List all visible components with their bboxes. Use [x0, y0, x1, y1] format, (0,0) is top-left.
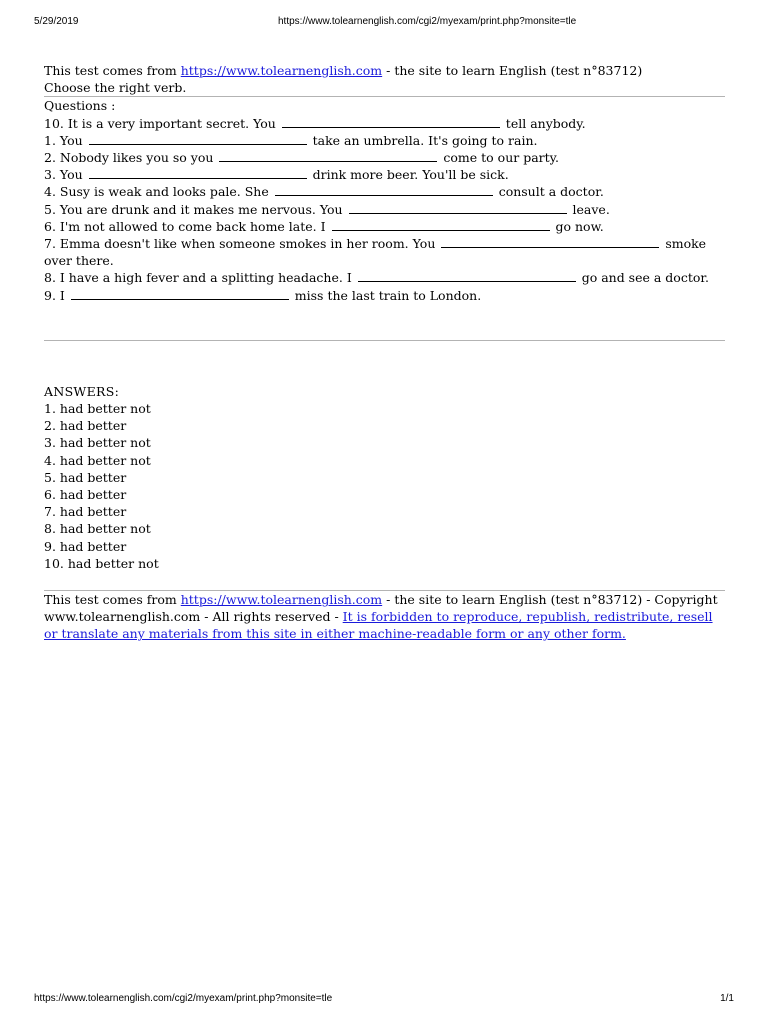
answer-blank	[282, 115, 500, 128]
print-footer	[0, 993, 768, 1007]
question-text-before: 3. You	[44, 167, 87, 183]
question-text-after: take an umbrella. It's going to rain.	[308, 132, 538, 148]
answer-blank	[275, 183, 493, 196]
answer-blank	[349, 201, 567, 214]
intro-prefix: This test comes from	[44, 63, 181, 78]
answer-blank	[219, 149, 437, 162]
question-item	[44, 218, 725, 235]
question-item	[44, 269, 725, 286]
answers-title: ANSWERS:	[44, 383, 120, 399]
intro-line	[44, 62, 725, 79]
question-item	[44, 166, 725, 183]
question-text-after: go and see a doctor.	[577, 270, 709, 286]
answer-item: 5. had better	[44, 469, 127, 485]
answer-item: 1. had better not	[44, 401, 151, 417]
question-text-after: miss the last train to London.	[290, 287, 482, 303]
copyright-note	[44, 591, 725, 643]
divider	[44, 340, 725, 341]
question-text-before: 1. You	[44, 132, 87, 148]
instruction: Choose the right verb.	[44, 80, 187, 96]
question-item	[44, 149, 725, 166]
answer-item: 7. had better	[44, 504, 127, 520]
print-header	[0, 16, 768, 30]
questions-title: Questions :	[44, 98, 116, 114]
answer-item: 2. had better	[44, 418, 127, 434]
spacer	[44, 572, 725, 590]
question-text-before: 7. Emma doesn't like when someone smokes in her room. You	[44, 236, 440, 252]
question-item	[44, 201, 725, 218]
answer-item: 3. had better not	[44, 435, 151, 451]
answer-list	[44, 400, 725, 572]
footer-middle: - the site to learn English (test n°83712) - Copyright www.tolearnenglish.com - All rights reserved -	[44, 592, 718, 625]
answer-item: 4. had better not	[44, 452, 151, 468]
site-link[interactable]: https://www.tolearnenglish.com	[180, 63, 383, 78]
question-text-before: 8. I have a high fever and a splitting headache. I	[44, 270, 356, 286]
question-text-before: 9. I	[44, 287, 69, 303]
question-text-before: 2. Nobody likes you so you	[44, 150, 218, 166]
question-text-after: go now.	[551, 218, 604, 234]
question-text-after: leave.	[568, 201, 610, 217]
print-date: 5/29/2019	[34, 16, 79, 27]
answer-blank	[358, 269, 576, 282]
question-item	[44, 235, 725, 269]
intro-suffix: - the site to learn English (test n°83712)	[382, 63, 643, 78]
forbidden-notice-link[interactable]: It is forbidden to reproduce, republish, redistribute, resell or translate any materials from this site in either machine-readable form or any other form.	[44, 609, 713, 642]
question-item	[44, 287, 725, 304]
question-text-after: tell anybody.	[501, 115, 586, 131]
question-text-after: consult a doctor.	[494, 184, 604, 200]
answer-blank	[332, 218, 550, 231]
answer-blank	[441, 235, 659, 248]
page-number: 1/1	[720, 993, 734, 1004]
answer-blank	[89, 166, 307, 179]
print-footer-url: https://www.tolearnenglish.com/cgi2/myexam/print.php?monsite=tle	[34, 993, 333, 1004]
question-text-after: come to our party.	[439, 150, 560, 166]
answer-item: 9. had better	[44, 538, 127, 554]
print-header-url: https://www.tolearnenglish.com/cgi2/myexam/print.php?monsite=tle	[278, 16, 577, 27]
question-text-after: drink more beer. You'll be sick.	[308, 167, 509, 183]
answer-item: 10. had better not	[44, 555, 159, 571]
question-item	[44, 183, 725, 200]
question-list	[44, 115, 725, 304]
answer-blank	[71, 287, 289, 300]
question-text-after: smoke over there.	[44, 236, 707, 269]
question-text-before: 4. Susy is weak and looks pale. She	[44, 184, 273, 200]
spacer	[44, 304, 725, 340]
answers-block	[44, 383, 725, 572]
answer-item: 8. had better not	[44, 521, 151, 537]
footer-prefix: This test comes from	[44, 592, 181, 608]
answer-item: 6. had better	[44, 487, 127, 503]
question-item	[44, 132, 725, 149]
question-text-before: 10. It is a very important secret. You	[44, 115, 280, 131]
question-text-before: 6. I'm not allowed to come back home late. I	[44, 218, 330, 234]
question-item	[44, 115, 725, 132]
footer-site-link[interactable]: https://www.tolearnenglish.com	[180, 592, 383, 608]
answer-blank	[89, 132, 307, 145]
question-text-before: 5. You are drunk and it makes me nervous. You	[44, 201, 347, 217]
test-content	[44, 62, 725, 643]
